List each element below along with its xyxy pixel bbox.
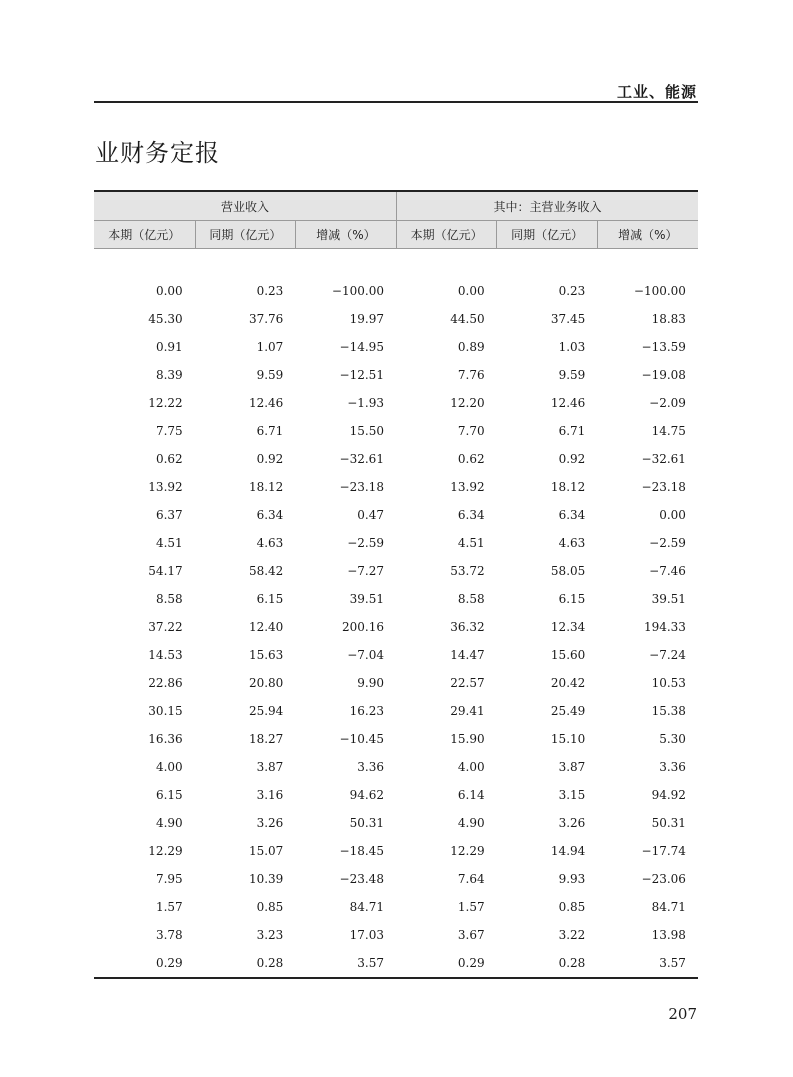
column-header: 本期（亿元）: [108, 228, 181, 242]
table-cell: 0.47: [357, 508, 384, 522]
table-cell: 10.53: [651, 676, 686, 690]
table-cell: 3.87: [256, 760, 284, 774]
table-cell: 12.34: [550, 620, 586, 634]
table-cell: 3.23: [256, 928, 284, 942]
table-cell: 3.22: [558, 928, 586, 942]
table-cell: 94.62: [349, 788, 384, 802]
table-cell: 4.90: [457, 816, 485, 830]
table-cell: 1.07: [256, 340, 284, 354]
table-cell: 30.15: [148, 704, 183, 718]
table-cell: 14.47: [450, 648, 485, 662]
table-cell: 3.57: [357, 956, 384, 970]
table-cell: 4.63: [558, 536, 586, 550]
table-cell: 9.59: [558, 368, 586, 382]
table-header: [94, 190, 698, 249]
table-row: [94, 529, 698, 557]
table-cell: −2.59: [347, 536, 384, 550]
table-cell: 6.34: [256, 508, 284, 522]
table-cell: 9.93: [558, 872, 586, 886]
table-cell: 17.03: [349, 928, 384, 942]
table-cell: 7.95: [155, 872, 183, 886]
table-cell: 3.16: [256, 788, 284, 802]
table-cell: 58.05: [550, 564, 586, 578]
table-cell: 18.27: [248, 732, 284, 746]
table-cell: −10.45: [339, 732, 384, 746]
table-cell: 7.75: [155, 424, 183, 438]
table-row: [94, 501, 698, 529]
table-cell: 20.42: [550, 676, 586, 690]
table-cell: 0.00: [155, 284, 183, 298]
table-cell: 15.50: [349, 424, 384, 438]
table-cell: −23.48: [339, 872, 384, 886]
table-cell: 8.58: [457, 592, 485, 606]
column-header: 本期（亿元）: [396, 221, 497, 248]
table-cell: 7.70: [457, 424, 485, 438]
table-cell: 94.92: [651, 788, 686, 802]
group-header-row: [94, 192, 698, 221]
table-cell: 12.40: [248, 620, 284, 634]
table-cell: 8.39: [155, 368, 183, 382]
table-cell: 15.38: [651, 704, 686, 718]
table-cell: 12.46: [550, 396, 586, 410]
table-cell: −100.00: [633, 284, 686, 298]
table-cell: 58.42: [248, 564, 284, 578]
table-row: [94, 277, 698, 305]
table-cell: 37.76: [248, 312, 284, 326]
table-cell: 12.46: [248, 396, 284, 410]
table-cell: 0.92: [256, 452, 284, 466]
section-label: 工业、能源: [616, 83, 697, 101]
table-cell: 0.23: [558, 284, 586, 298]
table-cell: 6.71: [558, 424, 586, 438]
table-row: [94, 389, 698, 417]
table-cell: 10.39: [248, 872, 284, 886]
column-header: 同期（亿元）: [496, 221, 597, 248]
table-row: [94, 753, 698, 781]
header-rule: [94, 101, 698, 103]
table-cell: 16.23: [349, 704, 384, 718]
table-cell: 4.90: [155, 816, 183, 830]
table-cell: 3.36: [357, 760, 384, 774]
table-cell: 6.34: [457, 508, 485, 522]
table-cell: 0.29: [155, 956, 183, 970]
column-header: 同期（亿元）: [195, 221, 296, 248]
table-cell: 3.78: [155, 928, 183, 942]
table-cell: 4.51: [155, 536, 183, 550]
table-cell: −2.59: [649, 536, 686, 550]
table-cell: 54.17: [148, 564, 183, 578]
table-cell: 14.94: [550, 844, 586, 858]
table-cell: 12.22: [148, 396, 183, 410]
table-cell: 37.45: [550, 312, 586, 326]
table-cell: 14.53: [148, 648, 183, 662]
table-cell: −7.46: [649, 564, 686, 578]
table-cell: 6.15: [558, 592, 586, 606]
table-row: [94, 473, 698, 501]
table-bottom-rule: [94, 977, 698, 979]
table-cell: 8.58: [155, 592, 183, 606]
table-cell: 0.29: [457, 956, 485, 970]
table-cell: 22.57: [450, 676, 485, 690]
table-cell: 7.76: [457, 368, 485, 382]
table-cell: 39.51: [651, 592, 686, 606]
table-cell: 15.07: [248, 844, 284, 858]
table-cell: 39.51: [349, 592, 384, 606]
table-cell: 18.12: [248, 480, 284, 494]
table-cell: 6.14: [457, 788, 485, 802]
table-cell: −18.45: [339, 844, 384, 858]
table-row: [94, 893, 698, 921]
group-header-operating-revenue: 营业收入: [220, 199, 269, 214]
column-header: 增减（%）: [295, 221, 396, 248]
table-body: [94, 249, 698, 977]
column-header-row: [94, 221, 698, 249]
table-cell: 29.41: [450, 704, 485, 718]
table-cell: −2.09: [649, 396, 686, 410]
table-cell: 12.20: [450, 396, 485, 410]
table-cell: −12.51: [339, 368, 384, 382]
table-cell: 13.92: [450, 480, 485, 494]
table-cell: 5.30: [659, 732, 686, 746]
table-cell: 12.29: [148, 844, 183, 858]
table-cell: 3.36: [659, 760, 686, 774]
table-cell: 14.75: [651, 424, 686, 438]
table-cell: 18.83: [651, 312, 686, 326]
table-cell: 1.03: [558, 340, 586, 354]
table-cell: 0.62: [155, 452, 183, 466]
table-cell: −19.08: [641, 368, 686, 382]
table-cell: 0.28: [558, 956, 586, 970]
table-row: [94, 921, 698, 949]
page-number: 207: [668, 1005, 697, 1023]
column-header: 增减（%）: [597, 221, 698, 248]
table-cell: −7.04: [347, 648, 384, 662]
group-header-main-business-revenue: 其中：主营业务收入: [396, 192, 698, 220]
table-cell: 6.37: [155, 508, 183, 522]
table-cell: 0.85: [256, 900, 284, 914]
table-cell: 15.60: [550, 648, 586, 662]
table-row: [94, 781, 698, 809]
table-row: [94, 725, 698, 753]
table-cell: −17.74: [641, 844, 686, 858]
table-cell: −1.93: [347, 396, 384, 410]
table-cell: 20.80: [248, 676, 284, 690]
table-cell: 37.22: [148, 620, 183, 634]
table-cell: 45.30: [148, 312, 183, 326]
table-cell: 6.71: [256, 424, 284, 438]
table-cell: 15.90: [450, 732, 485, 746]
table-cell: 4.63: [256, 536, 284, 550]
table-cell: 19.97: [349, 312, 384, 326]
table-row: [94, 305, 698, 333]
table-cell: 4.00: [155, 760, 183, 774]
table-cell: 0.85: [558, 900, 586, 914]
table-row: [94, 333, 698, 361]
table-cell: 0.89: [457, 340, 485, 354]
table-cell: 0.23: [256, 284, 284, 298]
table-cell: −14.95: [339, 340, 384, 354]
table-cell: 3.26: [256, 816, 284, 830]
table-cell: 53.72: [450, 564, 485, 578]
page-heading: 业财务定报: [95, 139, 220, 167]
table-cell: 4.00: [457, 760, 485, 774]
table-row: [94, 837, 698, 865]
table-cell: 22.86: [148, 676, 183, 690]
table-cell: 9.90: [357, 676, 384, 690]
table-cell: 13.98: [651, 928, 686, 942]
table-row: [94, 361, 698, 389]
table-cell: 25.94: [248, 704, 284, 718]
table-cell: 0.00: [457, 284, 485, 298]
table-cell: 6.15: [155, 788, 183, 802]
table-cell: −7.24: [649, 648, 686, 662]
table-cell: 0.91: [155, 340, 183, 354]
table-cell: 0.28: [256, 956, 284, 970]
table-row: [94, 949, 698, 977]
table-cell: 50.31: [651, 816, 686, 830]
table-cell: −32.61: [641, 452, 686, 466]
table-cell: 18.12: [550, 480, 586, 494]
table-cell: 44.50: [450, 312, 485, 326]
table-row: [94, 585, 698, 613]
table-row: [94, 445, 698, 473]
table-cell: 4.51: [457, 536, 485, 550]
table-row: [94, 809, 698, 837]
table-cell: 13.92: [148, 480, 183, 494]
table-cell: 84.71: [651, 900, 686, 914]
table-cell: 6.34: [558, 508, 586, 522]
table-row: [94, 697, 698, 725]
table-cell: 3.67: [457, 928, 485, 942]
table-cell: 3.26: [558, 816, 586, 830]
table-cell: −23.18: [641, 480, 686, 494]
table-cell: −100.00: [331, 284, 384, 298]
table-row: [94, 417, 698, 445]
table-row: [94, 865, 698, 893]
table-row: [94, 613, 698, 641]
table-cell: 84.71: [349, 900, 384, 914]
table-cell: −13.59: [641, 340, 686, 354]
table-cell: −23.06: [641, 872, 686, 886]
table-cell: 16.36: [148, 732, 183, 746]
table-row: [94, 641, 698, 669]
table-cell: −32.61: [339, 452, 384, 466]
table-cell: 7.64: [457, 872, 485, 886]
table-cell: 36.32: [450, 620, 485, 634]
table-cell: −23.18: [339, 480, 384, 494]
table-row: [94, 557, 698, 585]
table-cell: 12.29: [450, 844, 485, 858]
financial-table: [94, 190, 698, 979]
table-cell: 6.15: [256, 592, 284, 606]
table-cell: 3.57: [659, 956, 686, 970]
table-cell: 9.59: [256, 368, 284, 382]
table-row: [94, 669, 698, 697]
table-cell: 194.33: [643, 620, 686, 634]
table-cell: 3.87: [558, 760, 586, 774]
table-cell: 0.62: [457, 452, 485, 466]
table-cell: 1.57: [457, 900, 485, 914]
table-cell: 1.57: [155, 900, 183, 914]
table-cell: 25.49: [550, 704, 586, 718]
table-cell: −7.27: [347, 564, 384, 578]
table-cell: 15.63: [248, 648, 284, 662]
table-cell: 15.10: [550, 732, 586, 746]
table-cell: 50.31: [349, 816, 384, 830]
table-cell: 200.16: [341, 620, 384, 634]
table-cell: 0.92: [558, 452, 586, 466]
table-cell: 0.00: [659, 508, 686, 522]
table-cell: 3.15: [558, 788, 586, 802]
